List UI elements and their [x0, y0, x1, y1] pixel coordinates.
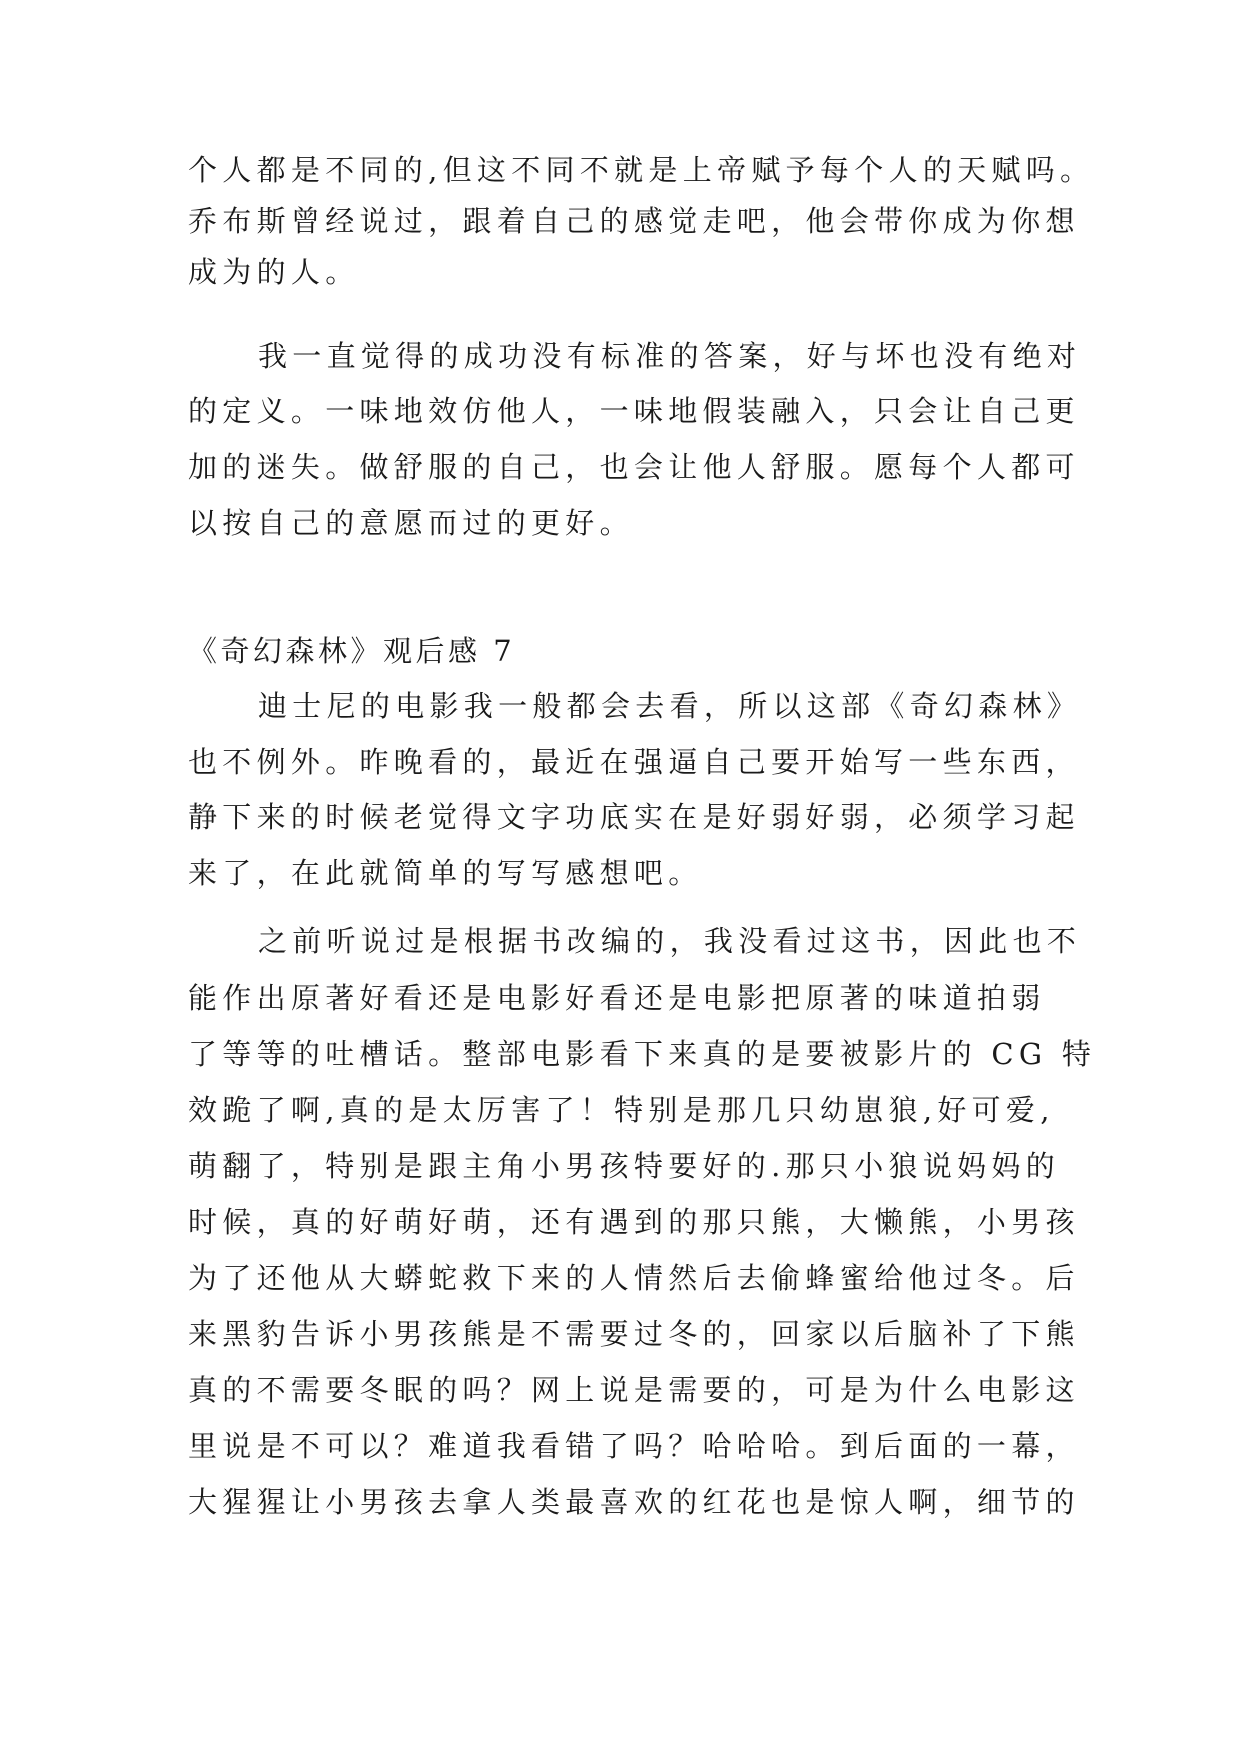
paragraph-line: 加的迷失。做舒服的自己，也会让他人舒服。愿每个人都可 — [188, 450, 1080, 484]
section-title: 《奇幻森林》观后感 7 — [188, 634, 516, 668]
paragraph-line: 真的不需要冬眠的吗？网上说是需要的，可是为什么电影这 — [188, 1373, 1080, 1407]
paragraph-line: 静下来的时候老觉得文字功底实在是好弱好弱，必须学习起 — [188, 800, 1080, 834]
paragraph-line: 为了还他从大蟒蛇救下来的人情然后去偷蜂蜜给他过冬。后 — [188, 1261, 1080, 1295]
paragraph-line: 个人都是不同的,但这不同不就是上帝赋予每个人的天赋吗。 — [188, 153, 1095, 187]
paragraph-line: 能作出原著好看还是电影好看还是电影把原著的味道拍弱 — [188, 981, 1046, 1015]
paragraph-line: 乔布斯曾经说过，跟着自己的感觉走吧，他会带你成为你想 — [188, 204, 1080, 238]
paragraph-line: 来了，在此就简单的写写感想吧。 — [188, 856, 703, 890]
paragraph-line: 的定义。一味地效仿他人，一味地假装融入，只会让自己更 — [188, 394, 1080, 428]
paragraph-line: 了等等的吐槽话。整部电影看下来真的是要被影片的 CG 特 — [188, 1037, 1097, 1071]
paragraph-line: 成为的人。 — [188, 255, 360, 289]
paragraph-line: 以按自己的意愿而过的更好。 — [188, 506, 634, 540]
paragraph-line: 效跪了啊,真的是太厉害了！特别是那几只幼崽狼,好可爱, — [188, 1093, 1055, 1127]
paragraph-line: 来黑豹告诉小男孩熊是不需要过冬的，回家以后脑补了下熊 — [188, 1317, 1080, 1351]
paragraph-line: 我一直觉得的成功没有标准的答案，好与坏也没有绝对 — [258, 339, 1082, 373]
paragraph-line: 之前听说过是根据书改编的，我没看过这书，因此也不 — [258, 924, 1082, 958]
paragraph-line: 也不例外。昨晚看的，最近在强逼自己要开始写一些东西， — [188, 745, 1080, 779]
paragraph-line: 萌翻了，特别是跟主角小男孩特要好的.那只小狼说妈妈的 — [188, 1149, 1061, 1183]
paragraph-line: 大猩猩让小男孩去拿人类最喜欢的红花也是惊人啊，细节的 — [188, 1485, 1080, 1519]
paragraph-line: 迪士尼的电影我一般都会去看，所以这部《奇幻森林》 — [258, 689, 1082, 723]
paragraph-line: 里说是不可以？难道我看错了吗？哈哈哈。到后面的一幕， — [188, 1429, 1080, 1463]
paragraph-line: 时候，真的好萌好萌，还有遇到的那只熊，大懒熊，小男孩 — [188, 1205, 1080, 1239]
